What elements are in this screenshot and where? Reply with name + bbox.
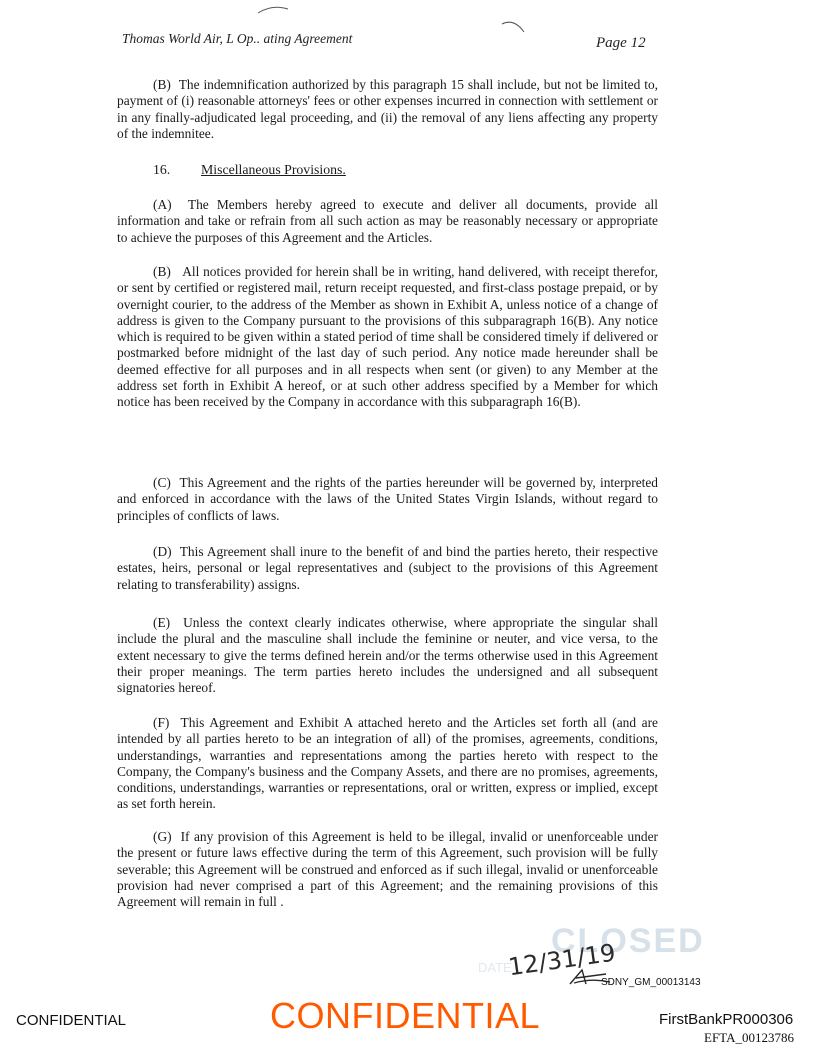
scan-mark-left (256, 2, 290, 16)
provision-label: (F) (153, 715, 170, 730)
provision-label: (B) (153, 264, 171, 279)
provision-label: (G) (153, 829, 172, 844)
page-number: Page 12 (596, 35, 646, 51)
handwritten-date: 12/31/19 (506, 938, 618, 982)
efta-number: EFTA_00123786 (704, 1030, 794, 1045)
section-number: 16. (153, 162, 171, 177)
section-heading (153, 162, 346, 178)
provision-text: This Agreement and the rights of the parties hereunder will be governed by, interpreted and enforced in accordance with the laws of the United States Virgin Islands, without regard to principles of conflicts of laws. (117, 475, 658, 523)
provision-g (117, 829, 658, 910)
provision-text: The Members hereby agreed to execute and deliver all documents, provide all information and take or refrain from all such action as may be reasonably necessary or appropriate to achieve the purposes of this Agreement and the Articles. (117, 197, 658, 245)
scan-mark-right (500, 18, 526, 36)
provision-c (117, 475, 658, 524)
paragraph-label: (B) (153, 77, 171, 92)
confidential-label: CONFIDENTIAL (16, 1012, 127, 1029)
provision-label: (A) (153, 197, 172, 212)
header-title: Thomas World Air, L Op.. ating Agreement (122, 31, 353, 46)
provision-f (117, 715, 658, 813)
bates-number-firstbank: FirstBankPR000306 (659, 1011, 794, 1028)
provision-text: Unless the context clearly indicates otherwise, where appropriate the singular shall include the plural and the masculine shall include the feminine or neuter, and vice versa, to the extent necessary to give the terms defined herein and/or the terms otherwise used in this Agreement their proper meanings. The term parties hereto includes the undersigned and all subsequent signatories hereof. (117, 615, 658, 696)
provision-label: (D) (153, 544, 172, 559)
provision-d (117, 544, 658, 593)
bates-number-sdny: SDNY_GM_00013143 (601, 977, 701, 988)
provision-text: This Agreement shall inure to the benefit of and bind the parties hereto, their respective estates, heirs, personal or legal representatives and (subject to the provisions of this Agreement relating to transferability) assigns. (117, 544, 658, 592)
provision-label: (E) (153, 615, 171, 630)
confidential-watermark: CONFIDENTIAL (270, 995, 541, 1036)
provision-e (117, 615, 658, 696)
closed-stamp: CLOSED (551, 922, 705, 960)
stamp-date-label: DATE (478, 960, 512, 975)
section-title: Miscellaneous Provisions. (201, 162, 346, 177)
provision-b (117, 264, 658, 411)
provision-text: If any provision of this Agreement is held to be illegal, invalid or unenforceable under the present or future laws effective during the term of this Agreement, such provision will be fully severable; this Agreement will be construed and enforced as if such illegal, invalid or unenforceable provision had never comprised a part of this Agreement; and the remaining provisions of this Agreement will remain in full . (117, 829, 658, 910)
provision-text: This Agreement and Exhibit A attached hereto and the Articles set forth all (and are intended by all parties hereto to be an integration of all) of the promises, agreements, conditions, understandings, warranties and representations among the parties hereto with respect to the Company, the Company's business and the Company Assets, and there are no promises, agreements, conditions, understandings, warranties or representations, oral or written, express or implied, except as set forth herein. (117, 715, 658, 812)
provision-label: (C) (153, 475, 171, 490)
provision-a (117, 197, 658, 246)
paragraph-15b (117, 77, 658, 142)
provision-text: All notices provided for herein shall be in writing, hand delivered, with receipt therefor, or sent by certified or registered mail, return receipt requested, and first-class postage prepaid, or by overnight courier, to the address of the Member as shown in Exhibit A, unless notice of a change of address is given to the Company pursuant to the provisions of this subparagraph 16(B). Any notice which is required to be given within a stated period of time shall be considered timely if delivered or postmarked before midnight of the last day of such period. Any notice made hereunder shall be deemed effective for all purposes and in all respects when sent (or given) to any Member at the address set forth in Exhibit A hereof, or at such other address specified by a Member for which notice has been received by the Company in accordance with this subparagraph 16(B). (117, 264, 659, 410)
paragraph-text: The indemnification authorized by this paragraph 15 shall include, but not be limited to, payment of (i) reasonable attorneys' fees or other expenses incurred in connection with settlement or in any finally-adjudicated legal proceeding, and (ii) the removal of any liens affecting any property of the indemnitee. (117, 77, 658, 141)
